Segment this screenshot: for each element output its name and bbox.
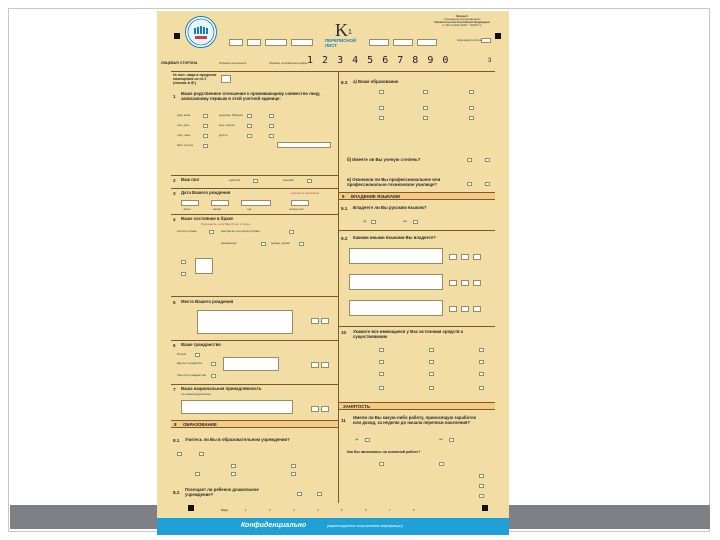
q11b-checkbox[interactable] <box>479 474 484 478</box>
q2-title: Ваш пол <box>181 177 200 182</box>
q8-1-checkbox[interactable] <box>195 472 200 476</box>
q11b-title: Как Вы записались на основной работе? <box>347 450 421 454</box>
person-tab[interactable]: 6 <box>365 508 367 512</box>
q8-3-checkbox[interactable] <box>423 90 428 94</box>
form-authority: Правительства Российской Федерации <box>434 20 490 24</box>
q4-option: вдовец, вдова <box>271 241 290 245</box>
q10-checkbox[interactable] <box>379 348 384 352</box>
q1-checkbox[interactable] <box>247 124 252 128</box>
q1-checkbox[interactable] <box>203 134 208 138</box>
language-field-1[interactable] <box>349 248 443 264</box>
divider <box>339 326 495 327</box>
sheet-counter-label: Нумерация листов <box>457 38 482 42</box>
q4-note: Переходите, если Вам 16 лет и более <box>201 222 251 226</box>
q8-5-title: в) Окончили ли Вы профессиональное или профессионально-техническое училище? <box>347 177 441 187</box>
confidential-note: (гарантируется получателем информации) <box>327 524 403 528</box>
q1-option: сын, дочь <box>177 123 190 127</box>
registration-mark <box>188 505 194 511</box>
q8-1-checkbox[interactable] <box>291 464 296 468</box>
q1-option: внук, внучка <box>219 123 235 127</box>
q10-checkbox[interactable] <box>479 348 484 352</box>
q4-checkbox[interactable] <box>299 242 304 246</box>
q8-1-title: Учитесь ли Вы в образовательном учреждении? <box>185 437 290 442</box>
q2-number: 2 <box>173 178 176 183</box>
q8-4-checkbox[interactable] <box>485 158 490 162</box>
q8-1-number: 8.1 <box>173 438 180 443</box>
q1-option: муж, жена <box>177 113 191 117</box>
q4-checkbox[interactable] <box>209 230 214 234</box>
q9-1-option: да <box>363 219 367 223</box>
left-column <box>171 72 339 502</box>
sheet-title: ПЕРЕПИСНОЙ ЛИСТ <box>325 38 357 48</box>
q10-checkbox[interactable] <box>379 360 384 364</box>
q11-yes-checkbox[interactable] <box>365 438 370 442</box>
confidential-label: Конфиденциально <box>241 522 307 529</box>
citizenship-field[interactable] <box>223 357 279 371</box>
q3-title: Дата Вашего рождения <box>181 190 231 195</box>
q5-title: Место Вашего рождения <box>181 299 234 304</box>
section-number: 8 <box>174 422 177 427</box>
q9-1-title: Владеете ли Вы русским языком? <box>353 205 427 210</box>
section-number: 9 <box>342 194 345 199</box>
citizenship-code[interactable] <box>311 362 319 368</box>
q3-note: заполнить полностью <box>291 191 320 195</box>
q1-checkbox[interactable] <box>247 134 252 138</box>
divider <box>171 340 338 341</box>
q8-2-yes-checkbox[interactable] <box>297 492 302 496</box>
census-logo <box>185 16 217 48</box>
q4-number: 4 <box>173 217 176 222</box>
q1-option: другое <box>219 133 228 137</box>
q8-3-checkbox[interactable] <box>379 90 384 94</box>
q8-5-checkbox[interactable] <box>467 182 472 186</box>
q8-3-number: 8.3 <box>341 80 348 85</box>
form-decree: от 28 октября 2002 г. №1517-р <box>442 23 482 27</box>
q6-number: 6 <box>173 343 176 348</box>
q1-options <box>175 110 335 160</box>
person-no-field[interactable] <box>417 39 437 46</box>
sheet-number: 1 <box>348 29 352 36</box>
q3-part: год <box>247 207 252 211</box>
section-languages <box>339 192 495 200</box>
language-code[interactable] <box>461 254 469 260</box>
q4-checkbox[interactable] <box>181 260 186 264</box>
q2-female-checkbox[interactable] <box>307 179 312 183</box>
q8-3-checkbox[interactable] <box>423 116 428 120</box>
q4-title: Ваше состояние в браке <box>181 216 233 221</box>
fix-sample-label: Образец исправления цифры <box>269 61 308 65</box>
q2-option: мужской <box>229 178 241 182</box>
nationality-code[interactable] <box>311 406 319 412</box>
q3-number: 3 <box>173 191 176 196</box>
q1-checkbox[interactable] <box>269 114 274 118</box>
divider <box>171 214 338 215</box>
side-label: ЛИЦЕВАЯ СТОРОНА <box>161 61 198 65</box>
sheet-counter-field[interactable] <box>481 38 491 43</box>
q8-2-no-checkbox[interactable] <box>317 492 322 496</box>
person-number-label: № пол. лица в пределах помещения из гл.1 (списка А.Ф.) <box>173 73 217 85</box>
q3-part: месяц <box>213 207 221 211</box>
section-employment <box>339 402 495 410</box>
q2-option: женский <box>283 178 294 182</box>
household-no-field[interactable] <box>393 39 413 46</box>
q6-option: Лицо без гражданства <box>177 373 206 377</box>
q7-number: 7 <box>173 387 176 392</box>
person-tab[interactable]: 8 <box>413 508 415 512</box>
q8-3-checkbox[interactable] <box>469 90 474 94</box>
q6-checkbox[interactable] <box>211 374 216 378</box>
q4-yes-no-box[interactable] <box>195 258 213 274</box>
q9-2-number: 9.2 <box>341 236 348 241</box>
section-title: ОБРАЗОВАНИЕ <box>183 422 217 427</box>
q8-1-checkbox[interactable] <box>231 472 236 476</box>
q8-3-checkbox[interactable] <box>469 116 474 120</box>
language-code[interactable] <box>461 280 469 286</box>
person-tab[interactable]: 4 <box>317 508 319 512</box>
birthplace-code[interactable] <box>321 318 329 324</box>
birth-year-field[interactable] <box>241 200 271 206</box>
q10-checkbox[interactable] <box>479 372 484 376</box>
right-column <box>339 72 495 502</box>
q11-option: нет <box>439 437 444 441</box>
form-name: Форма К <box>456 14 468 18</box>
language-code[interactable] <box>449 254 457 260</box>
full-years-field[interactable] <box>291 200 309 206</box>
q4-option: состою в браке <box>177 229 197 233</box>
header-code-boxes <box>229 39 319 47</box>
census-emblem-icon <box>186 17 216 47</box>
person-tab[interactable]: 5 <box>341 508 343 512</box>
q4-checkbox[interactable] <box>181 272 186 276</box>
q10-checkbox[interactable] <box>479 360 484 364</box>
section-title: ЗАНЯТОСТЬ <box>343 404 371 409</box>
q10-checkbox[interactable] <box>429 372 434 376</box>
q9-1-option: нет <box>403 219 408 223</box>
fill-sample-label: Образец заполнения <box>219 61 247 65</box>
q1-checkbox[interactable] <box>203 124 208 128</box>
form-approval: утверждена распоряжением <box>443 17 481 21</box>
divider <box>171 296 338 297</box>
person-tabs-row <box>217 508 457 516</box>
q11b-checkbox[interactable] <box>379 462 384 466</box>
q9-1-no-checkbox[interactable] <box>413 220 418 224</box>
q1-option: отец, мать <box>177 133 191 137</box>
divider <box>339 230 495 231</box>
q8-4-checkbox[interactable] <box>467 158 472 162</box>
registration-mark <box>174 33 180 39</box>
q8-3-checkbox[interactable] <box>423 106 428 110</box>
q8-3-checkbox[interactable] <box>379 116 384 120</box>
person-tab[interactable]: 7 <box>389 508 391 512</box>
q8-5-checkbox[interactable] <box>485 182 490 186</box>
language-code[interactable] <box>473 254 481 260</box>
q6-option: Другое государство <box>177 361 203 365</box>
nationality-field[interactable] <box>181 400 293 414</box>
header-code-boxes-right <box>369 39 459 47</box>
person-number-field[interactable] <box>221 75 231 83</box>
q11b-checkbox[interactable] <box>479 484 484 488</box>
divider <box>171 188 338 189</box>
q1-checkbox[interactable] <box>203 114 208 118</box>
q11-option: да <box>355 437 359 441</box>
q10-title: Укажите все имеющиеся у Вас источники средств к существованию <box>353 329 464 339</box>
q11b-checkbox[interactable] <box>439 462 444 466</box>
q1-title: Ваше родственное отношение к проживающему совместно лицу, записанному первым в этой учетной единице: <box>181 91 321 101</box>
q1-checkbox[interactable] <box>269 124 274 128</box>
language-code[interactable] <box>473 306 481 312</box>
q6-checkbox[interactable] <box>195 353 200 357</box>
q1-checkbox[interactable] <box>269 134 274 138</box>
q10-checkbox[interactable] <box>429 386 434 390</box>
q1-option: брат, сестра <box>177 143 193 147</box>
q8-1-checkbox[interactable] <box>199 452 204 456</box>
registration-mark <box>495 33 501 39</box>
q8-1-checkbox[interactable] <box>177 452 182 456</box>
language-field-3[interactable] <box>349 300 443 316</box>
q8-3-title: а) Ваше образование <box>353 79 399 84</box>
form-kind: K <box>335 20 348 40</box>
q10-checkbox[interactable] <box>379 386 384 390</box>
birthplace-field[interactable] <box>197 310 293 334</box>
q9-2-title: Какими иными языками Вы владеете? <box>353 235 436 240</box>
q10-checkbox[interactable] <box>429 360 434 364</box>
q8-1-checkbox[interactable] <box>291 472 296 476</box>
language-code[interactable] <box>449 306 457 312</box>
q7-title: Ваша национальная принадлежность <box>181 386 262 391</box>
q8-4-title: б) Имеете ли Вы ученую степень? <box>347 157 421 162</box>
language-field-2[interactable] <box>349 274 443 290</box>
q10-checkbox[interactable] <box>479 386 484 390</box>
q4-checkbox[interactable] <box>261 242 266 246</box>
q11-number: 11 <box>341 418 346 423</box>
nationality-code[interactable] <box>321 406 329 412</box>
q3-part: полных лет <box>289 207 304 211</box>
q9-1-number: 9.1 <box>341 206 348 211</box>
language-code[interactable] <box>473 280 481 286</box>
area-code-field[interactable] <box>229 39 243 46</box>
section-title: ВЛАДЕНИЕ ЯЗЫКАМИ <box>351 194 400 199</box>
q8-2-title: Посещает ли ребенок дошкольное учреждение? <box>185 487 259 497</box>
confidential-band <box>157 518 509 535</box>
side-digit: 3 <box>488 58 492 64</box>
divider <box>171 384 338 385</box>
language-code[interactable] <box>461 306 469 312</box>
language-code[interactable] <box>449 280 457 286</box>
q6-checkbox[interactable] <box>211 362 216 366</box>
q1-checkbox[interactable] <box>247 114 252 118</box>
q1-other-field[interactable] <box>277 142 331 148</box>
citizenship-code[interactable] <box>321 362 329 368</box>
person-tab[interactable]: 3 <box>293 508 295 512</box>
person-tab[interactable]: 2 <box>269 508 271 512</box>
counting-area-field[interactable] <box>291 39 313 46</box>
q1-option: дедушка, бабушка <box>219 113 243 117</box>
q4-checkbox[interactable] <box>289 230 294 234</box>
settlement-code-field[interactable] <box>265 39 287 46</box>
premises-no-field[interactable] <box>369 39 389 46</box>
census-form-sheet <box>157 11 509 535</box>
district-code-field[interactable] <box>247 39 261 46</box>
q8-3-checkbox[interactable] <box>379 106 384 110</box>
divider <box>171 175 338 176</box>
registration-mark <box>482 505 488 511</box>
q8-1-checkbox[interactable] <box>231 464 236 468</box>
q1-checkbox[interactable] <box>203 144 208 148</box>
q10-checkbox[interactable] <box>429 348 434 352</box>
person-tabs-label: Лицо <box>221 508 229 512</box>
section-education <box>171 420 338 428</box>
q1-number: 1 <box>173 94 176 99</box>
q6-title: Ваше гражданство <box>181 342 221 347</box>
birth-day-field[interactable] <box>181 200 199 206</box>
q4-option: разведен(а) <box>221 241 237 245</box>
q11b-checkbox[interactable] <box>479 494 484 498</box>
q10-checkbox[interactable] <box>379 372 384 376</box>
q3-part: число <box>183 207 191 211</box>
birth-month-field[interactable] <box>211 200 229 206</box>
sample-digits: 1 2 3 4 5 6 7 8 9 0 <box>307 55 450 66</box>
person-tab[interactable]: 1 <box>245 508 247 512</box>
q8-2-number: 8.2 <box>173 490 180 495</box>
q11-no-checkbox[interactable] <box>449 438 454 442</box>
q9-1-yes-checkbox[interactable] <box>371 220 376 224</box>
q4-option: никогда не состоял(а) в браке <box>221 229 260 233</box>
q11-title: Имели ли Вы какую-либо работу, приносящую заработок или доход, за неделю до начала переписи населения? <box>353 415 476 425</box>
q10-number: 10 <box>341 330 347 335</box>
birthplace-code[interactable] <box>311 318 319 324</box>
q7-sub: (по самоопределению) <box>181 392 211 396</box>
q8-3-checkbox[interactable] <box>469 106 474 110</box>
q2-male-checkbox[interactable] <box>253 179 258 183</box>
q5-number: 5 <box>173 300 176 305</box>
q6-option: Россия <box>177 352 187 356</box>
